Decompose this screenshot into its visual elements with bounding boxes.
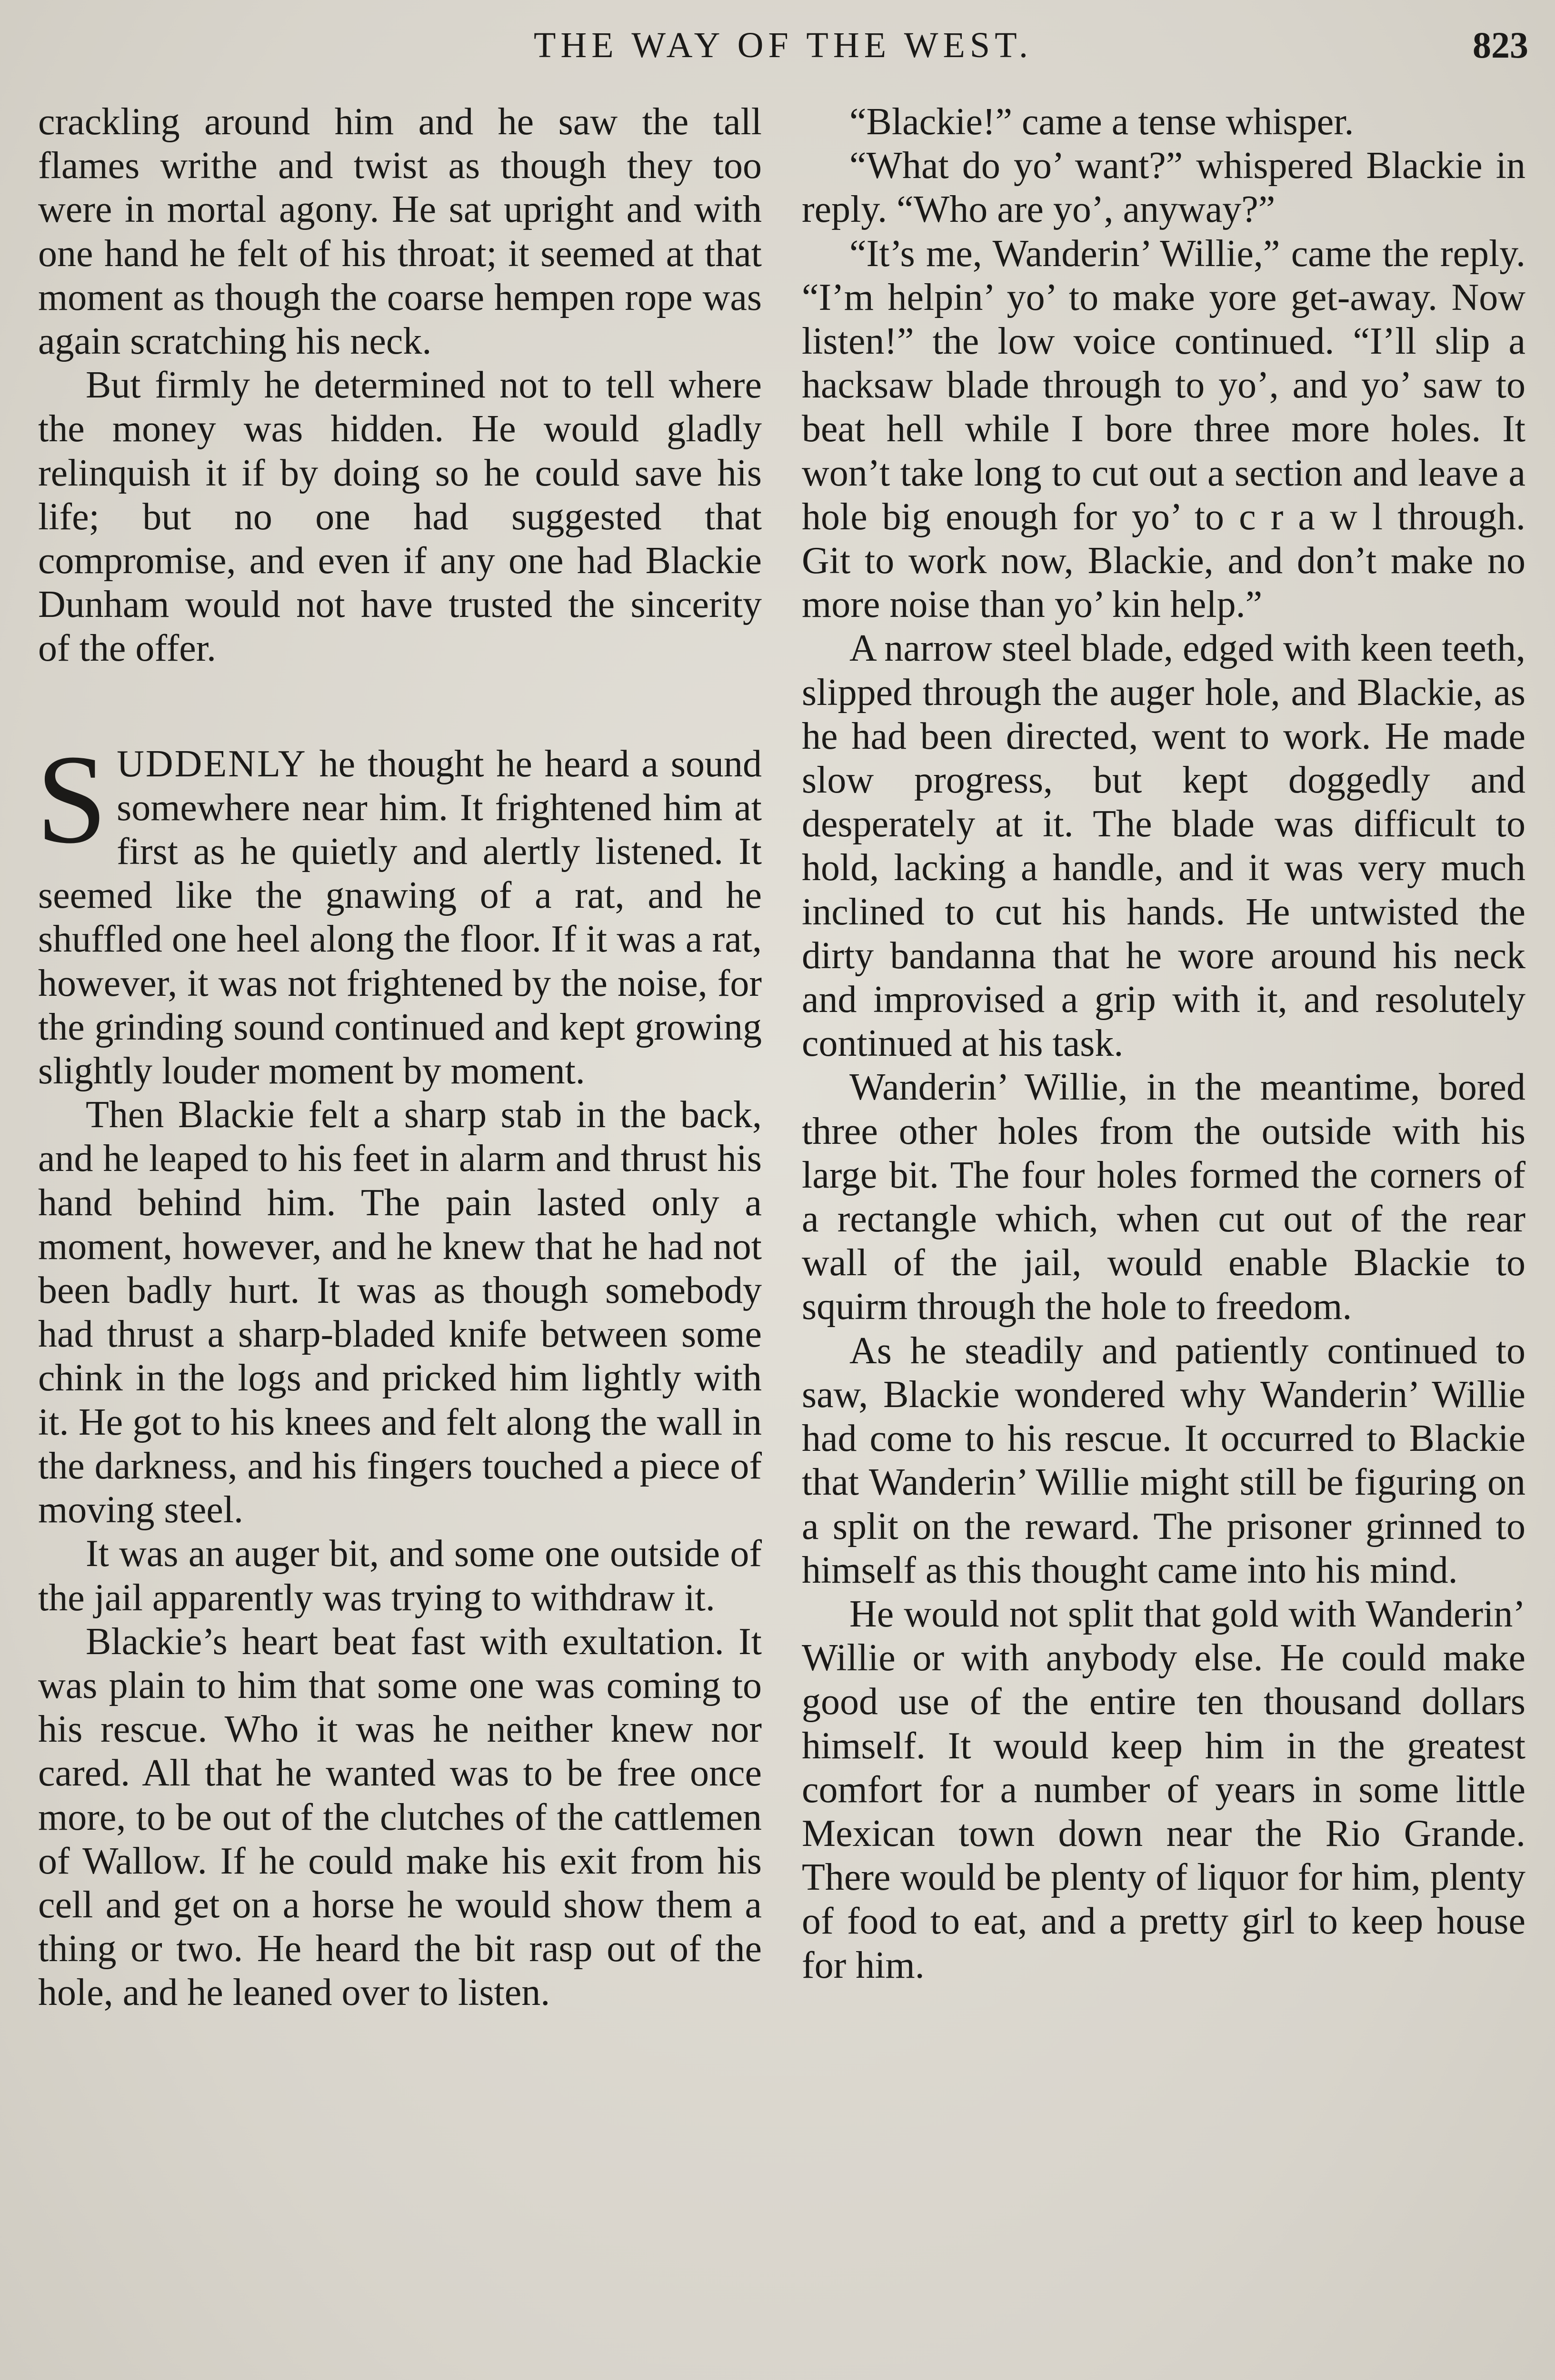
- right-column: [802, 100, 1525, 1987]
- page-number: 823: [1473, 24, 1528, 66]
- paragraph: “It’s me, Wanderin’ Willie,” came the reply. “I’m helpin’ yo’ to make yore get-away. Now listen!” the low voice continued. “I’ll slip a hacksaw blade through to yo’, and yo’ saw to beat hell while I bore three more holes. It won’t take long to cut out a section and leave a hole big enough for yo’ to c r a w l through. Git to work now, Blackie, and don’t make no more noise than yo’ kin help.”: [802, 232, 1525, 626]
- paragraph-text: he thought he heard a sound somewhere near him. It frightened him at first as he quietly and alertly listened. It seemed like the gnawing of a rat, and he shuffled one heel along the floor. If it was a rat, however, it was not frightened by the noise, for the grinding sound continued and kept growing slightly louder moment by moment.: [38, 743, 762, 1092]
- paragraph: crackling around him and he saw the tall flames writhe and twist as though they too were in mortal agony. He sat upright and with one hand he felt of his throat; it seemed at that moment as though the coarse hempen rope was again scratching his neck.: [38, 101, 762, 363]
- paragraph: But firmly he determined not to tell where the money was hidden. He would gladly relinquish it if by doing so he could save his life; but no one had suggested that compromise, and even if any one had Blackie Dunham would not have trusted the sincerity of the offer.: [38, 364, 762, 670]
- paragraph: “What do yo’ want?” whispered Blackie in reply. “Who are yo’, anyway?”: [802, 145, 1525, 231]
- opening-word: UDDENLY: [117, 743, 307, 785]
- section-opening-paragraph: [36, 728, 762, 1093]
- paragraph: “Blackie!” came a tense whisper.: [849, 101, 1354, 143]
- page-header: [38, 19, 1528, 71]
- paragraph: A narrow steel blade, edged with keen teeth, slipped through the auger hole, and Blackie, as he had been directed, went to work. He made slow progress, but kept doggedly and desperately at it. The blade was difficult to hold, lacking a handle, and it was very much inclined to cut his hands. He untwisted the dirty bandanna that he wore around his neck and improvised a grip with it, and resolutely continued at his task.: [802, 627, 1525, 1065]
- paragraph: He would not split that gold with Wanderin’ Willie or with anybody else. He could make good use of the entire ten thousand dollars himself. It would keep him in the greatest comfort for a number of years in some little Mexican town down near the Rio Grande. There would be plenty of liquor for him, plenty of food to eat, and a pretty girl to keep house for him.: [802, 1593, 1525, 1986]
- paragraph: As he steadily and patiently continued to saw, Blackie wondered why Wanderin’ Willie had come to his rescue. It occurred to Blackie that Wanderin’ Willie might still be figuring on a split on the reward. The prisoner grinned to himself as this thought came into his mind.: [802, 1329, 1525, 1591]
- paragraph: Blackie’s heart beat fast with exultation. It was plain to him that some one was coming to his rescue. Who it was he neither knew nor cared. All that he wanted was to be free once more, to be out of the clutches of the cattlemen of Wallow. If he could make his exit from his cell and get on a horse he would show them a thing or two. He heard the bit rasp out of the hole, and he leaned over to listen.: [38, 1620, 762, 2014]
- paragraph: Wanderin’ Willie, in the meantime, bored three other holes from the outside with his large bit. The four holes formed the corners of a rectangle which, when cut out of the rear wall of the jail, would enable Blackie to squirm through the hole to freedom.: [802, 1066, 1525, 1328]
- paragraph: It was an auger bit, and some one outside of the jail apparently was trying to withdraw it.: [38, 1533, 762, 1619]
- running-title: THE WAY OF THE WEST.: [534, 25, 1033, 65]
- left-column: [38, 100, 762, 2015]
- paragraph: Then Blackie felt a sharp stab in the back, and he leaped to his feet in alarm and thrust his hand behind him. The pain lasted only a moment, however, and he knew that he had not been badly hurt. It was as though somebody had thrust a sharp-bladed knife between some chink in the logs and pricked him lightly with it. He got to his knees and felt along the wall in the darkness, and his fingers touched a piece of moving steel.: [38, 1094, 762, 1531]
- drop-cap: S: [36, 728, 108, 870]
